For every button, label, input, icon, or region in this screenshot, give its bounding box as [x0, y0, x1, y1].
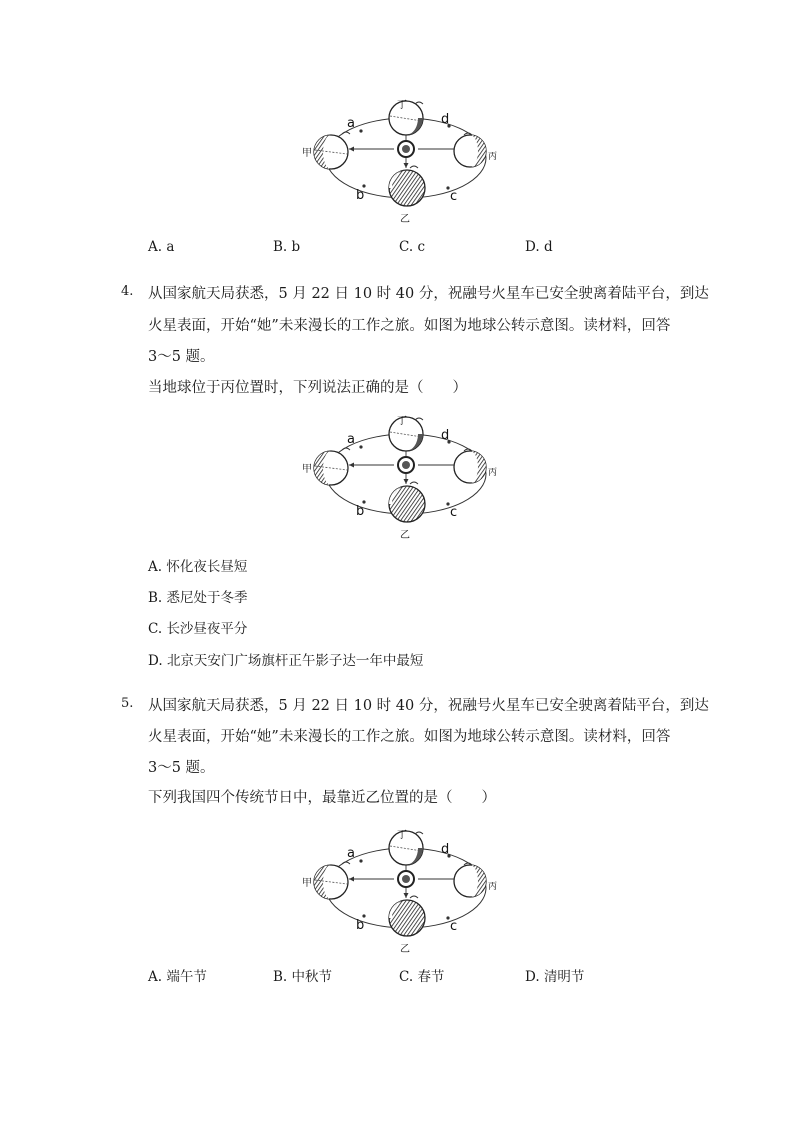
- option-text: 长沙昼夜平分: [166, 621, 248, 637]
- earth-orbit-diagram: [304, 826, 504, 956]
- option-text: 北京天安门广场旗杆正午影子达一年中最短: [166, 653, 424, 669]
- q4-option-b[interactable]: [148, 586, 248, 606]
- q3-option-b[interactable]: [273, 239, 300, 255]
- label-d: d: [441, 842, 450, 857]
- label-b: b: [356, 188, 365, 203]
- label-a: a: [347, 432, 355, 447]
- earth-position-jia: [314, 451, 348, 485]
- option-letter: C.: [148, 621, 163, 637]
- earth-position-jia: [314, 865, 348, 899]
- label-a: a: [347, 116, 355, 131]
- option-letter: C.: [399, 969, 414, 985]
- label-jia: 甲: [302, 878, 312, 889]
- q4-stem-line-3: 3～5 题。: [148, 349, 215, 365]
- label-yi: 乙: [400, 214, 410, 225]
- question-number: 5.: [121, 696, 134, 711]
- label-yi: 乙: [400, 530, 410, 541]
- q4-option-c[interactable]: [148, 617, 247, 637]
- option-text: 清明节: [543, 969, 585, 985]
- label-bing: 丙: [488, 468, 498, 478]
- option-letter: B.: [273, 239, 288, 255]
- option-text: 春节: [417, 969, 445, 985]
- label-b: b: [356, 918, 365, 933]
- option-text: b: [291, 239, 301, 255]
- option-text: 悉尼处于冬季: [166, 590, 248, 606]
- sun-icon: [398, 141, 414, 157]
- q3-option-a[interactable]: [148, 239, 174, 255]
- option-letter: D.: [525, 969, 540, 985]
- q5-stem-line-3: 3～5 题。: [148, 760, 215, 776]
- q5-stem-line-2: 火星表面，开始“她”未来漫长的工作之旅。如图为地球公转示意图。读材料，回答: [148, 729, 671, 745]
- q4-stem-line-1: 从国家航天局获悉，5 月 22 日 10 时 40 分，祝融号火星车已安全驶离着陆平台，到达: [148, 286, 709, 302]
- earth-position-yi: [389, 486, 425, 522]
- option-text: 中秋节: [291, 969, 333, 985]
- earth-position-yi: [389, 900, 425, 936]
- q5-option-d[interactable]: [525, 965, 584, 985]
- sun-icon: [398, 871, 414, 887]
- option-letter: B.: [148, 590, 163, 606]
- q5-question: 下列我国四个传统节日中，最靠近乙位置的是（ ）: [148, 790, 496, 806]
- q4-option-d[interactable]: [148, 649, 423, 669]
- option-text: 怀化夜长昼短: [166, 559, 248, 575]
- option-letter: D.: [525, 239, 540, 255]
- label-jia: 甲: [302, 148, 312, 159]
- option-text: 端午节: [166, 969, 207, 985]
- label-ding: 丁: [397, 830, 407, 841]
- earth-orbit-diagram: [304, 96, 504, 226]
- option-text: c: [417, 239, 425, 255]
- label-bing: 丙: [488, 882, 498, 892]
- q5-option-b[interactable]: [273, 965, 332, 985]
- earth-position-bing: [454, 451, 486, 483]
- label-jia: 甲: [302, 464, 312, 475]
- earth-position-bing: [454, 865, 486, 897]
- option-letter: B.: [273, 969, 288, 985]
- question-number: 4.: [121, 284, 134, 299]
- label-ding: 丁: [397, 100, 407, 111]
- q3-option-d[interactable]: [525, 239, 553, 255]
- label-c: c: [450, 505, 458, 520]
- label-b: b: [356, 504, 365, 519]
- earth-position-bing: [454, 135, 486, 167]
- earth-position-yi: [389, 170, 425, 206]
- option-text: a: [166, 239, 175, 255]
- option-text: d: [543, 239, 553, 255]
- option-letter: A.: [148, 559, 163, 575]
- label-yi: 乙: [400, 944, 410, 955]
- q4-option-a[interactable]: [148, 555, 247, 575]
- figure-q5: [304, 826, 504, 956]
- option-letter: C.: [399, 239, 414, 255]
- q5-option-c[interactable]: [399, 965, 444, 985]
- label-bing: 丙: [488, 152, 498, 162]
- label-d: d: [441, 428, 450, 443]
- figure-q3: [304, 96, 504, 226]
- label-c: c: [450, 189, 458, 204]
- label-ding: 丁: [397, 416, 407, 427]
- earth-orbit-diagram: [304, 412, 504, 542]
- q4-question: 当地球位于丙位置时，下列说法正确的是（ ）: [148, 380, 467, 396]
- option-letter: D.: [148, 653, 163, 669]
- option-letter: A.: [148, 969, 163, 985]
- q5-option-a[interactable]: [148, 965, 207, 985]
- option-letter: A.: [148, 239, 163, 255]
- label-a: a: [347, 846, 355, 861]
- sun-icon: [398, 457, 414, 473]
- q4-stem-line-2: 火星表面，开始“她”未来漫长的工作之旅。如图为地球公转示意图。读材料，回答: [148, 318, 671, 334]
- label-d: d: [441, 112, 450, 127]
- label-c: c: [450, 919, 458, 934]
- q3-option-c[interactable]: [399, 239, 425, 255]
- figure-q4: [304, 412, 504, 542]
- earth-position-jia: [314, 135, 348, 169]
- q5-stem-line-1: 从国家航天局获悉，5 月 22 日 10 时 40 分，祝融号火星车已安全驶离着陆平台，到达: [148, 698, 709, 714]
